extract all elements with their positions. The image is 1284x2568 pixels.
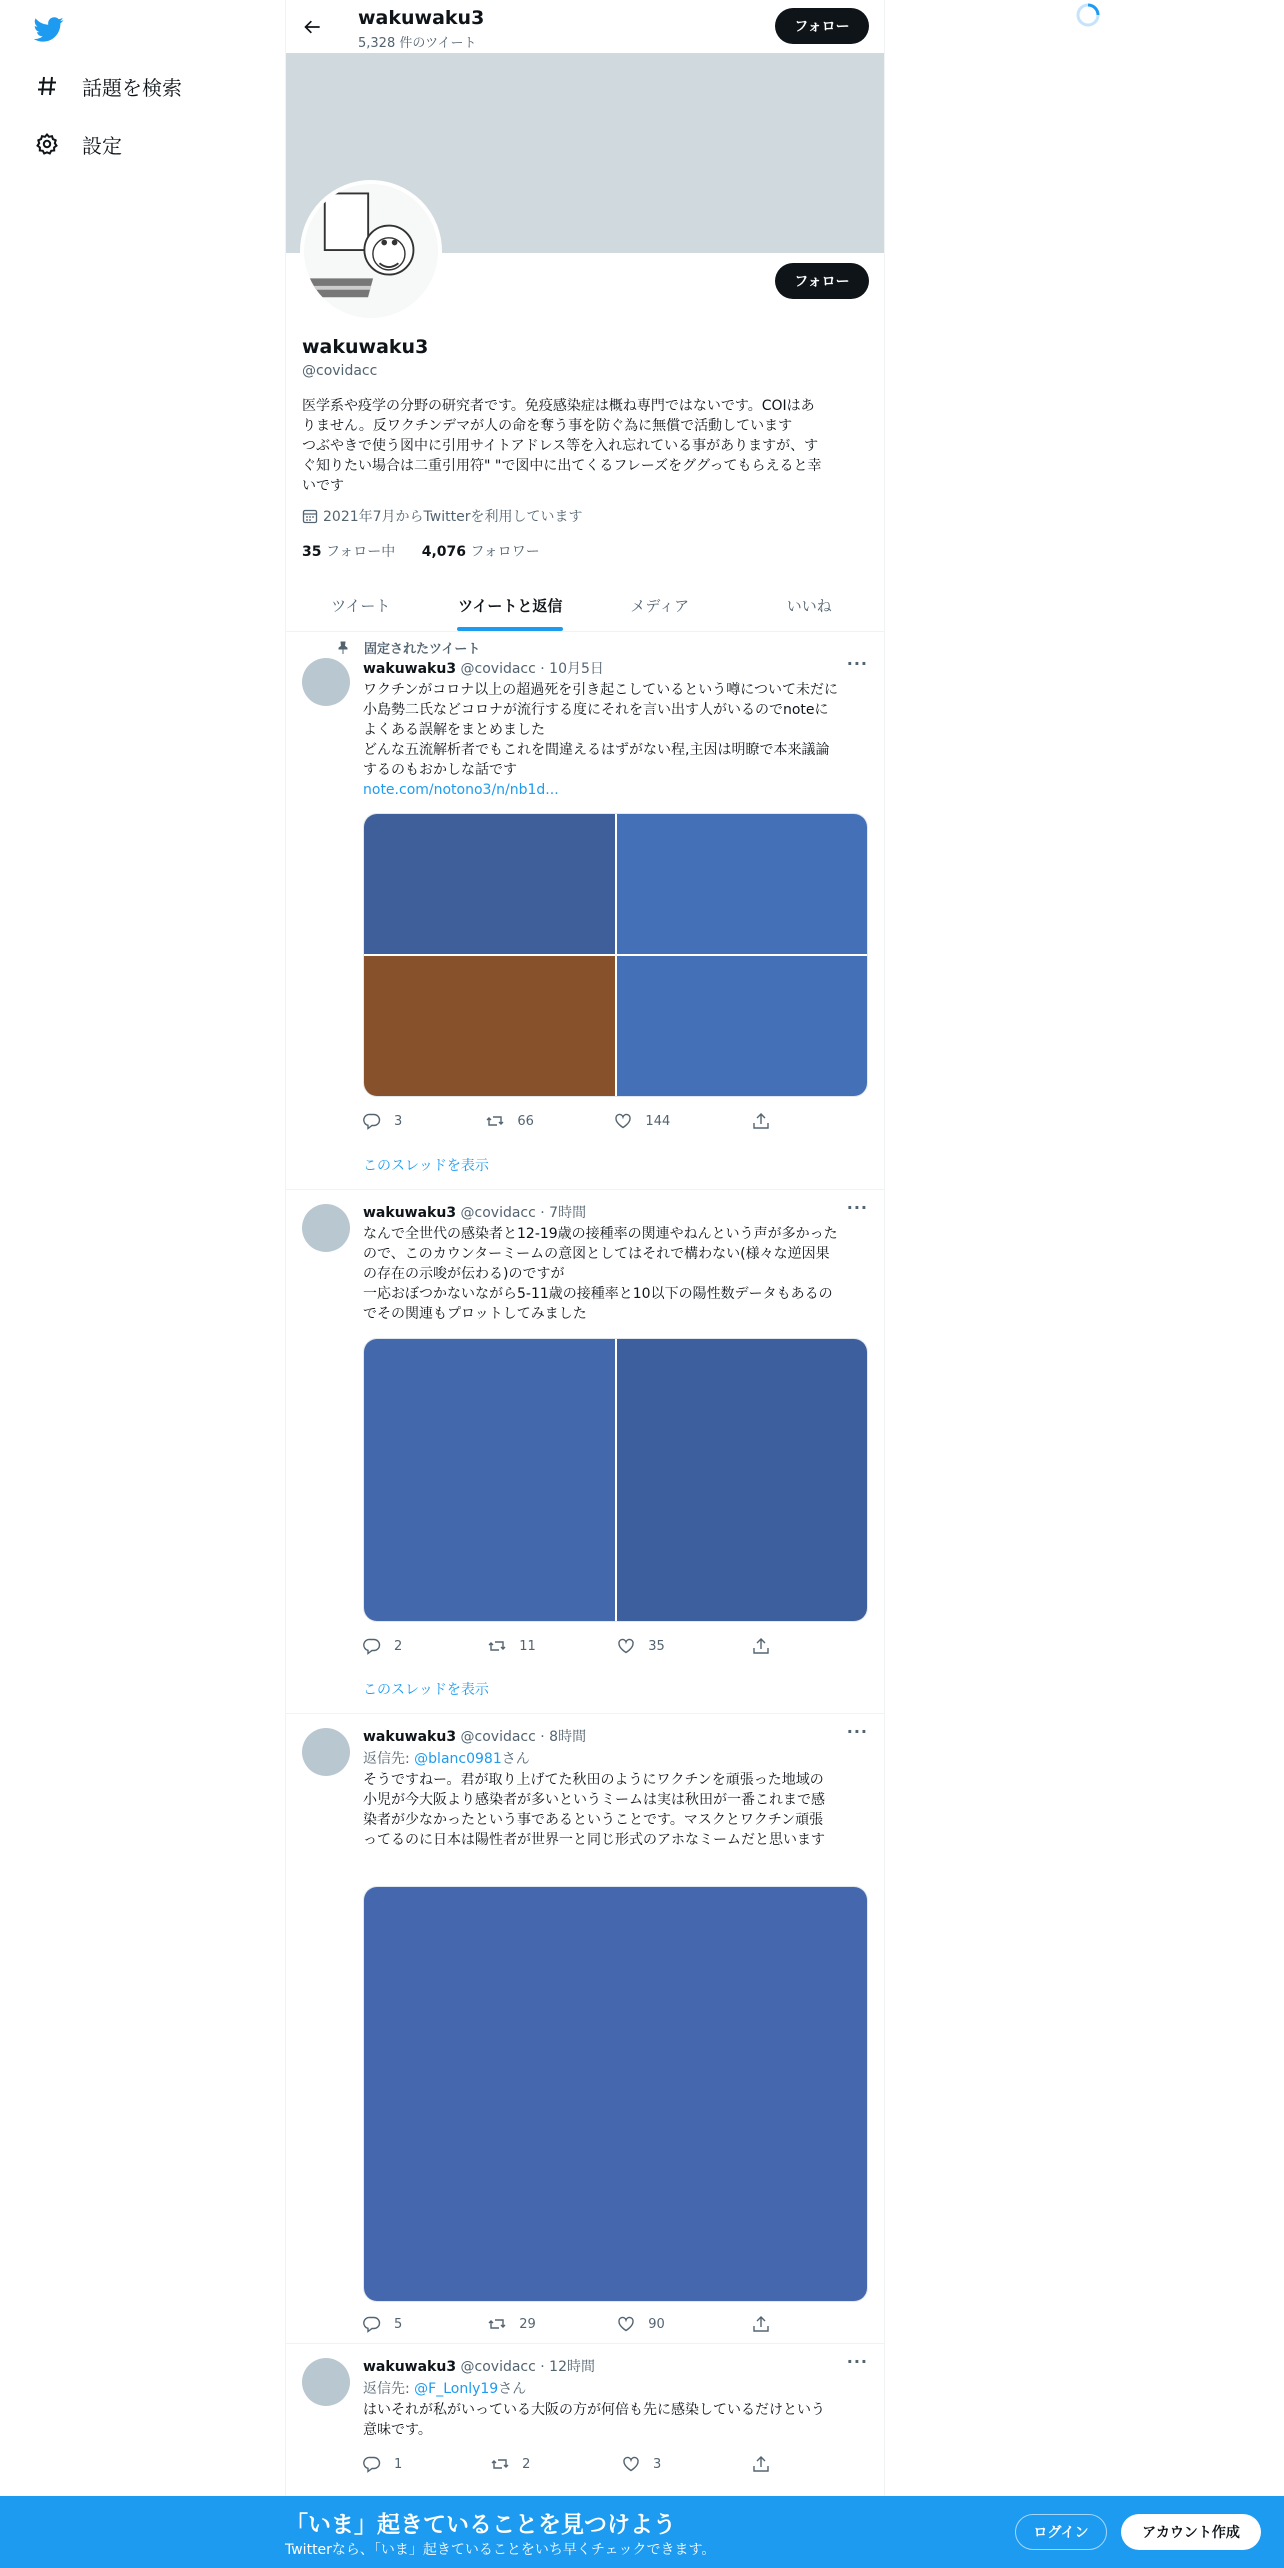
followers-link[interactable]	[422, 544, 540, 560]
retweet-icon	[486, 1112, 504, 1130]
reply-mention-link[interactable]: @blanc0981	[414, 1751, 502, 1767]
tweet-text-line: ワクチンがコロナ以上の超過死を引き起こしているという噂について未だに	[363, 682, 839, 698]
tweet-header	[363, 658, 604, 678]
retweet-button[interactable]	[488, 1636, 617, 1656]
tab-tweets-and-replies[interactable]: ツイートと返信	[436, 580, 586, 631]
reply-to-prefix: 返信先:	[363, 2381, 415, 2397]
tweet-item[interactable]	[286, 1714, 884, 2344]
reply-count: 2	[394, 1638, 403, 1654]
retweet-icon	[488, 2315, 506, 2333]
reply-to-line	[363, 1748, 530, 1768]
bio-line: ぐ知りたい場合は二重引用符" "で図中に出てくるフレーズをググってもらえると幸	[302, 458, 822, 474]
heart-icon	[617, 1637, 635, 1655]
tweet-meta[interactable]: @covidacc · 7時間	[460, 1205, 587, 1221]
signup-banner-title: 「いま」起きていることを見つけよう	[285, 2512, 676, 2538]
like-count: 35	[648, 1638, 665, 1654]
profile-main-column	[285, 0, 885, 2500]
retweet-count: 11	[519, 1638, 536, 1654]
gear-icon	[34, 131, 60, 157]
following-link[interactable]	[302, 544, 395, 560]
heart-icon	[617, 2315, 635, 2333]
tweet-media-grid	[363, 1886, 868, 2302]
tweet-media-image[interactable]	[364, 1339, 615, 1621]
like-count: 3	[653, 2456, 662, 2472]
tweet-meta[interactable]: @covidacc · 8時間	[460, 1729, 587, 1745]
sidebar-item-label: 話題を検索	[82, 75, 182, 100]
tweet-text-line: そうですねー。君が取り上げてた秋田のようにワクチンを頑張った地域の	[363, 1772, 824, 1788]
reply-mention-link[interactable]: @F_Lonly19	[414, 2381, 499, 2397]
follow-button[interactable]: フォロー	[775, 263, 869, 299]
bio-line: いです	[302, 478, 344, 494]
share-button[interactable]	[752, 2314, 783, 2334]
tweet-text-line: なんで全世代の感染者と12-19歳の接種率の関連やねんという声が多かった	[363, 1226, 838, 1242]
profile-handle: @covidacc	[302, 363, 378, 379]
follow-stats	[302, 541, 540, 561]
like-button[interactable]	[617, 1636, 752, 1656]
pinned-label: 固定されたツイート	[364, 642, 481, 657]
reply-count: 3	[394, 1113, 403, 1129]
more-options-icon[interactable]: ···	[846, 654, 868, 673]
tweet-actions	[363, 2314, 783, 2334]
tweet-media-grid	[363, 813, 868, 1097]
heart-icon	[622, 2455, 640, 2473]
avatar[interactable]	[302, 658, 350, 706]
tweet-header	[363, 2356, 595, 2376]
tweet-item[interactable]	[286, 632, 884, 1190]
more-options-icon[interactable]: ···	[846, 1198, 868, 1217]
retweet-count: 2	[522, 2456, 531, 2472]
show-thread-link[interactable]: このスレッドを表示	[363, 1682, 489, 1698]
like-count: 90	[648, 2316, 665, 2332]
tweet-meta[interactable]: @covidacc · 10月5日	[460, 661, 604, 677]
reply-icon	[363, 2315, 381, 2333]
avatar[interactable]	[302, 1204, 350, 1252]
create-account-button[interactable]: アカウント作成	[1121, 2514, 1261, 2550]
profile-name: wakuwaku3	[302, 336, 429, 358]
joined-text: 2021年7月からTwitterを利用しています	[323, 509, 583, 525]
pin-icon	[336, 641, 350, 655]
profile-avatar[interactable]	[300, 180, 442, 322]
reply-icon	[363, 1112, 381, 1130]
tweet-media-image[interactable]	[617, 1339, 868, 1621]
reply-to-suffix: さん	[501, 1751, 530, 1767]
tweet-text	[363, 1770, 873, 1850]
retweet-icon	[491, 2455, 509, 2473]
tweet-text-line: ので、このカウンターミームの意図としてはそれで構わない(様々な逆因果	[363, 1246, 830, 1262]
tweet-author-name[interactable]: wakuwaku3	[363, 661, 457, 677]
followers-count: 4,076	[421, 544, 466, 560]
profile-tabs	[286, 580, 884, 632]
tweet-author-name[interactable]: wakuwaku3	[363, 1729, 457, 1745]
retweet-count: 66	[517, 1113, 534, 1129]
show-thread-link[interactable]: このスレッドを表示	[363, 1158, 489, 1174]
tab-media[interactable]: メディア	[630, 597, 690, 615]
retweet-button[interactable]	[486, 1111, 614, 1131]
share-icon	[752, 2315, 770, 2333]
tweet-item[interactable]	[286, 1190, 884, 1714]
tweet-text-line: 意味です。	[363, 2422, 432, 2438]
bio-line: つぶやきで使う図中に引用サイトアドレス等を入れ忘れている事がありますが、す	[302, 438, 819, 454]
tweet-text	[363, 1224, 873, 1324]
avatar[interactable]	[302, 1728, 350, 1776]
tweet-meta[interactable]: @covidacc · 12時間	[460, 2359, 595, 2375]
retweet-button[interactable]	[491, 2454, 622, 2474]
tweet-item[interactable]	[286, 2344, 884, 2494]
tab-likes[interactable]: いいね	[786, 597, 832, 615]
followers-label: フォロワー	[470, 544, 540, 560]
share-icon	[752, 2455, 770, 2473]
tweet-text-line: 小島勢二氏などコロナが流行する度にそれを言い出す人がいるのでnoteに	[363, 702, 829, 718]
tweet-media-image[interactable]	[364, 1887, 867, 2301]
signup-banner-subtitle: Twitterなら、「いま」起きていることをいち早くチェックできます。	[285, 2542, 716, 2558]
left-sidebar	[0, 0, 285, 2568]
reply-button[interactable]	[363, 2454, 491, 2474]
sidebar-item-explore[interactable]	[34, 66, 182, 106]
tweet-text-line: でその関連もプロットしてみました	[363, 1306, 587, 1322]
bio-line: 医学系や疫学の分野の研究者です。免疫感染症は概ね専門ではないです。COIはあ	[302, 398, 815, 414]
more-options-icon[interactable]: ···	[846, 1722, 868, 1741]
profile-top-bar	[286, 0, 884, 53]
tweet-text-line: するのもおかしな話です	[363, 762, 517, 778]
like-button[interactable]	[617, 2314, 752, 2334]
profile-bio	[302, 396, 862, 496]
following-label: フォロー中	[325, 544, 396, 560]
tweet-text-line: はいそれが私がいっている大阪の方が何倍も先に感染しているだけという	[363, 2402, 825, 2418]
tweet-header	[363, 1726, 586, 1746]
tweet-text-line: 一応おぼつかないながら5-11歳の接種率と10以下の陽性数データもあるの	[363, 1286, 833, 1302]
hashtag-icon	[34, 73, 60, 99]
bio-line: りません。反ワクチンデマが人の命を奪う事を防ぐ為に無償で活動しています	[302, 418, 793, 434]
retweet-count: 29	[519, 2316, 536, 2332]
header-tweet-count: 5,328 件のツイート	[358, 36, 477, 51]
reply-button[interactable]	[363, 1111, 486, 1131]
tweet-author-name[interactable]: wakuwaku3	[363, 2359, 457, 2375]
reply-to-prefix: 返信先:	[363, 1751, 415, 1767]
tweet-actions	[363, 1111, 783, 1131]
tweet-author-name[interactable]: wakuwaku3	[363, 1205, 457, 1221]
sidebar-item-settings[interactable]	[34, 124, 122, 164]
tweet-text-line: 染者が少なかったという事であるということです。マスクとワクチン頑張	[363, 1812, 824, 1828]
share-icon	[752, 1112, 770, 1130]
reply-icon	[363, 1637, 381, 1655]
tab-tweets[interactable]: ツイート	[331, 597, 391, 615]
like-button[interactable]	[622, 2454, 752, 2474]
reply-button[interactable]	[363, 1636, 488, 1656]
tweet-text-line: よくある誤解をまとめました	[363, 722, 545, 738]
retweet-icon	[488, 1637, 506, 1655]
follow-button-header[interactable]: フォロー	[775, 8, 869, 44]
following-count: 35	[302, 544, 322, 560]
tweet-media-image[interactable]	[364, 814, 615, 954]
tweet-text-line: どんな五流解析者でもこれを間違えるはずがない程,主因は明瞭で本来議論	[363, 742, 830, 758]
tweet-actions	[363, 2454, 783, 2474]
tweet-media-image[interactable]	[617, 814, 868, 954]
tweet-media-image[interactable]	[364, 956, 615, 1096]
tweet-media-image[interactable]	[617, 956, 868, 1096]
tweet-text-line: ってるのに日本は陽性者が世界一と同じ形式のアホなミームだと思います	[363, 1832, 825, 1848]
share-button[interactable]	[752, 1111, 783, 1131]
tweet-media-grid	[363, 1338, 868, 1622]
reply-button[interactable]	[363, 2314, 488, 2334]
like-button[interactable]	[614, 1111, 752, 1131]
tweet-actions	[363, 1636, 783, 1656]
share-button[interactable]	[752, 2454, 783, 2474]
tweet-text	[363, 680, 873, 800]
joined-date	[302, 506, 582, 526]
tweet-text-line: 小児が今大阪より感染者が多いというミームは実は秋田が一番これまで感	[363, 1792, 825, 1808]
reply-to-line	[363, 2378, 526, 2398]
heart-icon	[614, 1112, 632, 1130]
more-options-icon[interactable]: ···	[846, 2352, 868, 2371]
login-button[interactable]: ログイン	[1015, 2514, 1107, 2550]
like-count: 144	[645, 1113, 671, 1129]
share-icon	[752, 1637, 770, 1655]
pinned-indicator	[336, 638, 480, 657]
reply-count: 5	[394, 2316, 403, 2332]
tweet-link[interactable]: note.com/notono3/n/nb1d...	[363, 782, 559, 798]
calendar-icon	[302, 508, 318, 524]
reply-to-suffix: さん	[498, 2381, 527, 2397]
retweet-button[interactable]	[488, 2314, 617, 2334]
tweet-text	[363, 2400, 873, 2440]
reply-icon	[363, 2455, 381, 2473]
sidebar-item-label: 設定	[82, 133, 122, 158]
loading-spinner-icon	[1075, 2, 1101, 28]
tweet-text-line: の存在の示唆が伝わる)のですが	[363, 1266, 565, 1282]
avatar[interactable]	[302, 2358, 350, 2406]
back-arrow-icon[interactable]	[298, 12, 328, 42]
share-button[interactable]	[752, 1636, 783, 1656]
twitter-logo-icon[interactable]	[33, 14, 65, 44]
tweet-header	[363, 1202, 586, 1222]
header-name: wakuwaku3	[358, 7, 485, 29]
reply-count: 1	[394, 2456, 403, 2472]
signup-banner	[0, 2496, 1284, 2568]
